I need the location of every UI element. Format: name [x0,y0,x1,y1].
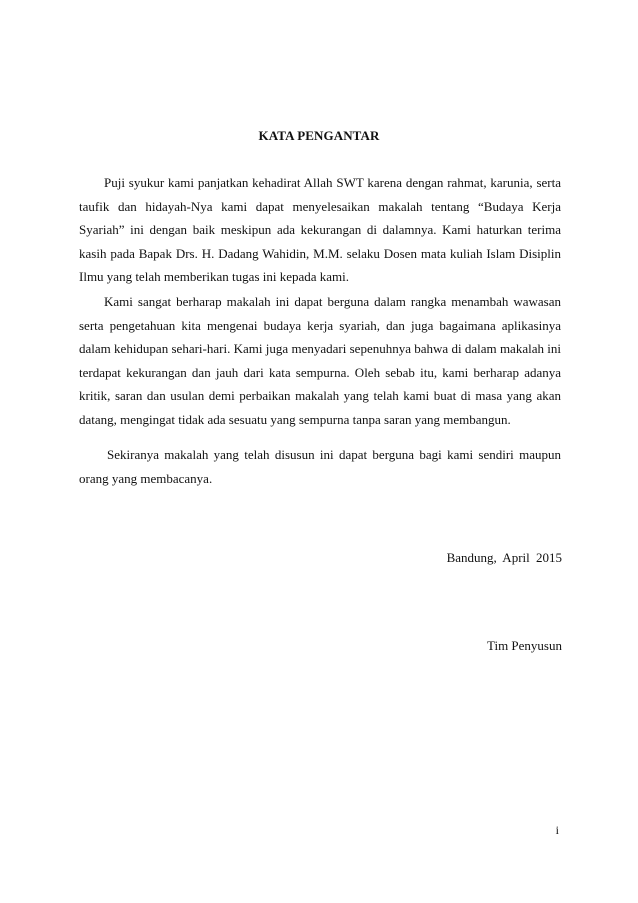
paragraph-2: Kami sangat berharap makalah ini dapat berguna dalam rangka menambah wawasan serta pengetahuan kita mengenai budaya kerja syariah, dan juga bagaimana aplikasinya dalam kehidupan sehari-hari. Kami juga menyadari sepenuhnya bahwa di dalam makalah ini terdapat kekurangan dan jauh dari kata sempurna. Oleh sebab itu, kami berharap adanya kritik, saran dan usulan demi perbaikan makalah yang telah kami buat di masa yang akan datang, mengingat tidak ada sesuatu yang sempurna tanpa saran yang membangun. [79,294,561,427]
place-date: Bandung, April 2015 [446,550,562,565]
paragraph-3: Sekiranya makalah yang telah disusun ini dapat berguna bagi kami sendiri maupun orang yang membacanya. [79,447,561,486]
page-title: KATA PENGANTAR [258,128,380,143]
signature-line: Tim Penyusun [486,638,562,653]
page-number: i [555,823,559,837]
paragraph-1: Puji syukur kami panjatkan kehadirat Allah SWT karena dengan rahmat, karunia, serta taufik dan hidayah-Nya kami dapat menyelesaikan makalah tentang “Budaya Kerja Syariah” ini dengan baik meskipun ada kekurangan di dalamnya. Kami haturkan terima kasih pada Bapak Drs. H. Dadang Wahidin, M.M. selaku Dosen mata kuliah Islam Disiplin Ilmu yang telah memberikan tugas ini kepada kami. [79,175,561,285]
